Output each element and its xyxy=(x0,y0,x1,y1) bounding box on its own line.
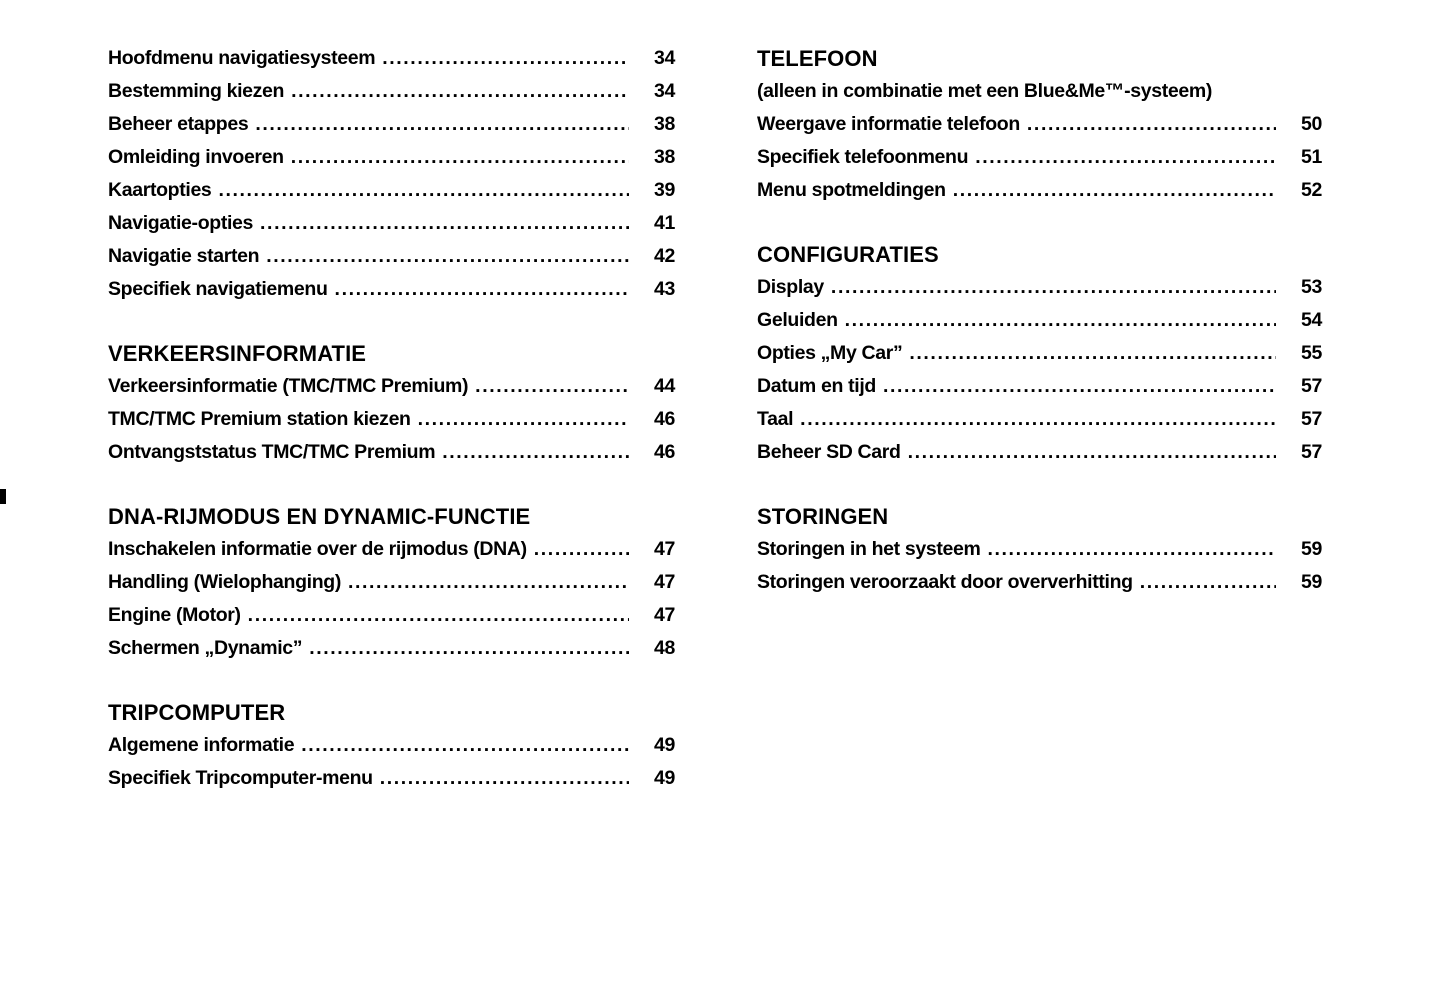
entry-label: Navigatie-opties xyxy=(108,212,254,234)
entry-page-number: 42 xyxy=(654,245,675,267)
dot-leader xyxy=(988,533,1277,566)
toc-entry xyxy=(108,141,675,174)
toc-column-right xyxy=(757,42,1322,795)
entry-label: Weergave informatie telefoon xyxy=(757,113,1020,135)
toc-entry xyxy=(757,141,1322,174)
entry-page-number: 38 xyxy=(654,146,675,168)
dot-leader xyxy=(218,174,629,207)
entry-page-number: 54 xyxy=(1301,309,1322,331)
dot-leader xyxy=(1140,566,1276,599)
entry-label: Storingen in het systeem xyxy=(757,538,981,560)
toc-section xyxy=(757,238,1322,469)
toc-entry xyxy=(757,370,1322,403)
dot-leader xyxy=(309,632,629,665)
dot-leader xyxy=(266,240,629,273)
dot-leader xyxy=(883,370,1276,403)
toc-entry xyxy=(108,207,675,240)
entry-label: Menu spotmeldingen xyxy=(757,179,946,201)
entry-page-number: 50 xyxy=(1301,113,1322,135)
dot-leader xyxy=(442,436,629,469)
section-subtitle xyxy=(757,75,1322,108)
dot-leader xyxy=(831,271,1276,304)
entry-page-number: 34 xyxy=(654,47,675,69)
entry-label: Specifiek navigatiemenu xyxy=(108,278,328,300)
toc-entry xyxy=(108,42,675,75)
entry-label: Ontvangststatus TMC/TMC Premium xyxy=(108,441,436,463)
section-heading: CONFIGURATIES xyxy=(757,242,939,267)
entry-page-number: 59 xyxy=(1301,538,1322,560)
section-heading: TRIPCOMPUTER xyxy=(108,700,286,725)
toc-entry xyxy=(757,337,1322,370)
dot-leader xyxy=(908,436,1276,469)
toc-entry xyxy=(108,599,675,632)
entry-page-number: 47 xyxy=(654,538,675,560)
dot-leader xyxy=(382,42,629,75)
entry-label: Display xyxy=(757,276,824,298)
entry-page-number: 43 xyxy=(654,278,675,300)
toc-entry xyxy=(757,533,1322,566)
toc-section xyxy=(108,696,675,795)
entry-label: Hoofdmenu navigatiesysteem xyxy=(108,47,376,69)
dot-leader xyxy=(335,273,629,306)
entry-label: Bestemming kiezen xyxy=(108,80,285,102)
entry-page-number: 57 xyxy=(1301,441,1322,463)
dot-leader xyxy=(380,762,629,795)
entry-label: Kaartopties xyxy=(108,179,212,201)
toc-entry xyxy=(108,370,675,403)
toc-entry xyxy=(108,632,675,665)
entry-page-number: 51 xyxy=(1301,146,1322,168)
toc-entry xyxy=(108,174,675,207)
dot-leader xyxy=(291,75,629,108)
entry-page-number: 34 xyxy=(654,80,675,102)
entry-page-number: 41 xyxy=(654,212,675,234)
toc-entry xyxy=(757,271,1322,304)
dot-leader xyxy=(975,141,1276,174)
entry-page-number: 48 xyxy=(654,637,675,659)
toc-entry xyxy=(108,729,675,762)
dot-leader xyxy=(534,533,629,566)
entry-label: Handling (Wielophanging) xyxy=(108,571,341,593)
entry-page-number: 55 xyxy=(1301,342,1322,364)
entry-label: Verkeersinformatie (TMC/TMC Premium) xyxy=(108,375,469,397)
toc-section xyxy=(757,500,1322,599)
entry-page-number: 59 xyxy=(1301,571,1322,593)
entry-page-number: 52 xyxy=(1301,179,1322,201)
entry-page-number: 38 xyxy=(654,113,675,135)
entry-label: Algemene informatie xyxy=(108,734,295,756)
entry-page-number: 49 xyxy=(654,734,675,756)
dot-leader xyxy=(301,729,629,762)
entry-label: Engine (Motor) xyxy=(108,604,241,626)
entry-page-number: 44 xyxy=(654,375,675,397)
entry-page-number: 57 xyxy=(1301,375,1322,397)
dot-leader xyxy=(260,207,629,240)
entry-page-number: 46 xyxy=(654,408,675,430)
toc-section xyxy=(108,337,675,469)
entry-label: Navigatie starten xyxy=(108,245,260,267)
toc-entry xyxy=(108,436,675,469)
dot-leader xyxy=(248,599,629,632)
toc-section xyxy=(108,42,675,306)
toc-section xyxy=(757,42,1322,207)
entry-page-number: 49 xyxy=(654,767,675,789)
entry-label: Beheer SD Card xyxy=(757,441,901,463)
entry-page-number: 47 xyxy=(654,571,675,593)
toc-entry xyxy=(757,108,1322,141)
entry-page-number: 47 xyxy=(654,604,675,626)
toc-entry xyxy=(108,403,675,436)
toc-entry xyxy=(108,108,675,141)
subtitle-text: (alleen in combinatie met een xyxy=(757,80,1024,102)
dot-leader xyxy=(953,174,1276,207)
dot-leader xyxy=(909,337,1276,370)
entry-page-number: 39 xyxy=(654,179,675,201)
toc-entry xyxy=(108,533,675,566)
entry-label: Omleiding invoeren xyxy=(108,146,284,168)
toc-entry xyxy=(757,174,1322,207)
entry-label: Opties „My Car” xyxy=(757,342,903,364)
toc-column-left xyxy=(108,42,675,795)
dot-leader xyxy=(291,141,629,174)
toc-entry xyxy=(757,566,1322,599)
toc-entry xyxy=(757,304,1322,337)
dot-leader xyxy=(845,304,1276,337)
dot-leader xyxy=(1027,108,1276,141)
entry-label: Inschakelen informatie over de rijmodus (DNA) xyxy=(108,538,527,560)
toc-entry xyxy=(757,436,1322,469)
dot-leader xyxy=(255,108,629,141)
section-heading: VERKEERSINFORMATIE xyxy=(108,341,367,366)
section-heading: STORINGEN xyxy=(757,504,889,529)
toc-entry xyxy=(108,566,675,599)
subtitle-text: -systeem) xyxy=(1124,80,1212,102)
entry-page-number: 57 xyxy=(1301,408,1322,430)
entry-label: Geluiden xyxy=(757,309,838,331)
toc-section xyxy=(108,500,675,665)
toc-entry xyxy=(108,75,675,108)
entry-label: Storingen veroorzaakt door oververhitting xyxy=(757,571,1133,593)
entry-label: Specifiek Tripcomputer-menu xyxy=(108,767,373,789)
entry-label: Beheer etappes xyxy=(108,113,249,135)
dot-leader xyxy=(800,403,1276,436)
subtitle-brand-name: Blue&Me™ xyxy=(1023,80,1125,102)
dot-leader xyxy=(418,403,629,436)
toc-entry xyxy=(108,240,675,273)
entry-label: Schermen „Dynamic” xyxy=(108,637,303,659)
toc-entry xyxy=(108,273,675,306)
section-heading: DNA-RIJMODUS EN DYNAMIC-FUNCTIE xyxy=(108,504,531,529)
toc-entry xyxy=(757,403,1322,436)
page-edge-mark xyxy=(0,489,6,504)
dot-leader xyxy=(348,566,629,599)
dot-leader xyxy=(475,370,629,403)
toc-entry xyxy=(108,762,675,795)
entry-label: Datum en tijd xyxy=(757,375,876,397)
section-heading: TELEFOON xyxy=(757,46,878,71)
entry-label: Taal xyxy=(757,408,794,430)
entry-label: TMC/TMC Premium station kiezen xyxy=(108,408,411,430)
entry-label: Specifiek telefoonmenu xyxy=(757,146,969,168)
entry-page-number: 46 xyxy=(654,441,675,463)
entry-page-number: 53 xyxy=(1301,276,1322,298)
